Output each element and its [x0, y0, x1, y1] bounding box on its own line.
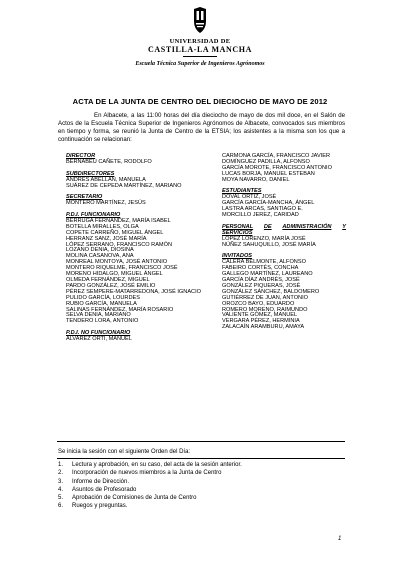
attendee-name: LOZANO DENIA, DIOSINA — [66, 247, 134, 254]
agenda-item-number: 1. — [58, 462, 64, 468]
attendee-name: NÚÑEZ SAHUQUILLO, JOSÉ MARÍA — [222, 241, 316, 248]
attendee-name: COPETE CARREÑO, MIGUEL ÁNGEL — [66, 229, 164, 236]
section-divider — [57, 441, 345, 442]
attendee-name: LÓPEZ LORENZO, MARÍA JOSÉ — [222, 235, 306, 242]
agenda-item-text: Aprobación de Comisiones de Junta de Centro — [72, 495, 197, 502]
attendees-right-column — [222, 154, 346, 331]
university-name-line2: CASTILLA-LA MANCHA — [148, 45, 252, 54]
attendee-name: OLMEDA FERNÁNDEZ, MIGUEL — [66, 276, 150, 283]
section-heading: P.D.I. FUNCIONARIO — [66, 212, 121, 219]
attendee-name: VERGARA PÉREZ, HERMINIA — [222, 318, 300, 325]
attendee-name: HERRANZ SANZ, JOSÉ MARÍA — [66, 235, 147, 242]
attendee-name: GARCÍA DÍAZ ANDRÉS, JOSÉ — [222, 276, 300, 283]
attendee-name: ZALACAÍN ARAMBURU, AMAYA — [222, 324, 305, 331]
attendee-name: BOTELLA MIRALLES, OLGA — [66, 223, 139, 230]
attendee-name: GARCÍA GARCÍA-MANCHA, ÁNGEL — [222, 200, 315, 207]
agenda-item-text: Lectura y aprobación, en su caso, del acta de la sesión anterior. — [72, 462, 242, 468]
attendee-name: MORCILLO JEREZ, CARIDAD — [222, 212, 299, 219]
agenda-item-number: 4. — [58, 486, 64, 493]
agenda-item — [58, 494, 348, 502]
heading-word: DE — [263, 223, 272, 230]
attendee-name: CALERA BELMONTE, ALFONSO — [222, 259, 306, 266]
agenda-item — [58, 461, 348, 469]
agenda-item-text: Incorporación de nuevos miembros a la Junta de Centro — [72, 470, 222, 477]
attendee-name: VALIENTE GÓMEZ, MANUEL — [222, 312, 298, 319]
attendee-name: PULIDO GARCÍA, LOURDES — [66, 294, 140, 301]
university-name-line1: UNIVERSIDAD DE — [169, 38, 231, 45]
agenda-item-number: 3. — [58, 478, 64, 485]
agenda-intro: Se inicia la sesión con el siguiente Orden del Día: — [58, 449, 191, 455]
attendee-name: SALINAS FERNÁNDEZ, MARÍA ROSARIO — [66, 306, 174, 313]
attendee-name: ANDRÉS ABELLÁN, MANUELA — [66, 176, 146, 183]
attendee-name: BERNABEU CAÑETE, RODOLFO — [66, 158, 152, 165]
agenda-item — [58, 469, 348, 477]
section-heading: INVITADOS — [222, 253, 253, 260]
section-divider — [57, 458, 345, 459]
attendee-name: MORENO HIDALGO, MIGUEL ÁNGEL — [66, 271, 163, 278]
agenda-item-number: 5. — [58, 495, 64, 502]
attendee-name: TENDERO LORA, ANTONIO — [66, 318, 139, 325]
agenda-item — [58, 478, 348, 486]
attendee-name: GONZÁLEZ SÁNCHEZ, BALDOMERO — [222, 288, 320, 295]
attendee-name: ÁLVAREZ ORTÍ, MANUEL — [66, 336, 132, 343]
heading-word: PERSONAL — [222, 223, 254, 230]
page-number: 1 — [338, 536, 342, 542]
attendee-name: GONZÁLEZ PIQUERAS, JOSÉ — [222, 282, 301, 289]
attendee-name: ROMERO MORENO, RAIMUNDO — [222, 306, 308, 313]
section-heading: DIRECTOR — [66, 153, 96, 159]
attendee-name: GARCÍA MOROTE, FRANCISCO ANTONIO — [222, 164, 332, 171]
agenda-list — [58, 461, 348, 511]
intro-paragraph: En Albacete, a las 11:00 horas del día dieciocho de mayo de dos mil doce, en el Salón de Actos de la Escuela Técnica Superior de Ingenieros Agrónomos de Albacete, convocados sus miembros en tiempo y forma, se reunió la Junta de Centro de la ETSIA; los asistentes a la misma son los que a continuación se relacionan: — [58, 112, 345, 144]
agenda-item — [58, 486, 348, 494]
agenda-item-number: 2. — [58, 470, 64, 477]
attendee-name: PÉREZ SEMPERE-MATARREDONA, JOSÉ IGNACIO — [66, 288, 201, 295]
attendee-name: OROZCO BAYO, EDUARDO — [222, 300, 295, 307]
section-heading: SERVICIOS — [222, 229, 253, 236]
document-title: ACTA DE LA JUNTA DE CENTRO DEL DIECIOCHO DE MAYO DE 2012 — [72, 97, 328, 106]
attendee-name: MONREAL MONTOYA, JOSÉ ANTONIO — [66, 259, 168, 266]
attendee-name: LASTRA ARCAS, SANTIAGO E. — [222, 206, 303, 213]
section-heading: SUBDIRECTORES — [66, 170, 115, 177]
attendee-name: LÓPEZ SERRANO, FRANCISCO RAMÓN — [66, 241, 172, 248]
school-name: Escuela Técnica Superior de Ingenieros Agrónomos — [135, 61, 265, 67]
attendee-name: RUBIO GARCÍA, MANUELA — [66, 300, 137, 307]
section-heading: SECRETARIO — [66, 194, 103, 201]
attendee-name: DOVAL ORTIZ, JOSÉ — [222, 194, 277, 201]
heading-word: Y — [342, 223, 346, 230]
attendees-left-column — [66, 154, 206, 343]
attendee-name: MONTERO RIQUELME, FRANCISCO JOSÉ — [66, 265, 178, 272]
agenda-item-number: 6. — [58, 503, 64, 510]
agenda-item-text: Asuntos de Profesorado — [72, 486, 137, 493]
attendee-name: LUCAS BORJA, MANUEL ESTEBAN — [222, 170, 315, 177]
attendee-name: SUÁREZ DE CEPEDA MARTÍNEZ, MARIANO — [66, 182, 182, 189]
attendee-name: MOLINA CASANOVA, ANA — [66, 253, 134, 260]
attendee-name: SELVA DENIA, MARIANO — [66, 312, 131, 319]
university-crest-icon — [190, 6, 210, 34]
attendee-name: MONTERO MARTÍNEZ, JESÚS — [66, 200, 146, 207]
attendee-name: CARMONA GARCÍA, FRANCISCO JAVIER — [222, 153, 331, 159]
attendee-name: GALLEGO MARTÍNEZ, LAUREANO — [222, 271, 313, 278]
agenda-item-text: Informe de Dirección. — [72, 478, 130, 485]
agenda-item — [58, 502, 348, 510]
heading-word: ADMINISTRACIÓN — [282, 223, 332, 230]
header-divider — [183, 56, 217, 57]
section-heading: ESTUDIANTES — [222, 188, 262, 195]
attendee-name: GUTIÉRREZ DE JUAN, ANTONIO — [222, 294, 308, 301]
agenda-item-text: Ruegos y preguntas. — [72, 503, 128, 510]
attendee-name: MOYA NAVARRO, DANIEL — [222, 176, 290, 183]
attendee-name: DOMÍNGUEZ PADILLA, ALFONSO — [222, 158, 310, 165]
section-heading: P.D.I. NO FUNCIONARIO — [66, 330, 131, 337]
attendee-name: PARDO GONZÁLEZ, JOSÉ EMILIO — [66, 282, 156, 289]
attendee-name: BERRUGA FERNÁNDEZ, MARÍA ISABEL — [66, 217, 171, 224]
attendee-name: FABEIRO CORTÉS, CONCHA — [222, 265, 299, 272]
